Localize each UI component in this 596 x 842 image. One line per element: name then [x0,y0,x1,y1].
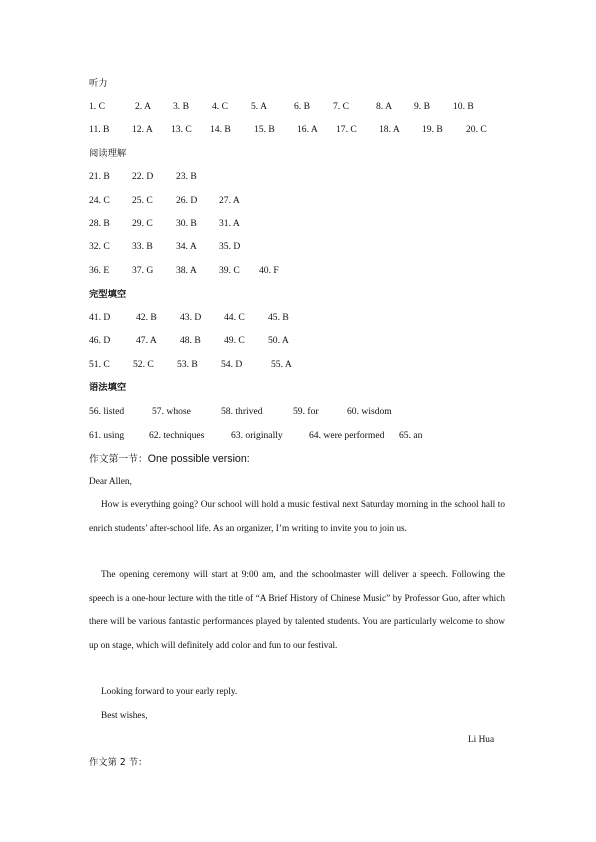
answer-item: 21. B [89,171,110,182]
answer-item: 18. A [379,124,400,135]
letter-paragraph-1: How is everything going? Our school will hold a music festival next Saturday morning in the school hall to enrich students’ after-school life. As an organizer, I’m writing to invite you to join us. [89,500,505,534]
letter-greeting: Dear Allen, [89,477,132,487]
answer-item: 4. C [212,101,228,112]
answer-item: 58. thrived [221,406,263,417]
answer-item: 2. A [135,101,151,112]
answer-item: 46. D [89,335,111,346]
answer-item: 43. D [180,312,202,323]
answer-item: 17. C [336,124,357,135]
essay-title-cn: 作文第一节： [89,454,148,465]
essay-section-title [89,453,250,466]
answer-item: 65. an [399,430,423,441]
answer-item: 64. were performed [309,430,385,441]
answer-item: 53. B [177,359,198,370]
answer-item: 29. C [132,218,153,229]
answer-item: 3. B [173,101,189,112]
answer-item: 36. E [89,265,110,276]
answer-item: 9. B [414,101,430,112]
letter-paragraph-2: The opening ceremony will start at 9:00 am, and the schoolmaster will deliver a speech. Following the speech is a one-hour lecture with the title of “A Brief History of Chinese Music” by Professor Guo, after which there will be various fantastic performances played by talented students. You are particularly welcome to show up on stage, which will definitely add color and fun to our festival. [89,570,505,651]
answer-item: 42. B [136,312,157,323]
answer-item: 15. B [254,124,275,135]
answer-item: 61. using [89,430,125,441]
answer-item: 62. techniques [149,430,205,441]
answer-item: 56. listed [89,406,125,417]
answer-item: 38. A [176,265,197,276]
answer-item: 48. B [180,335,201,346]
letter-signature: Li Hua [468,735,495,745]
essay-section-2-title: 作文第 2 节： [89,757,148,768]
answer-item: 22. D [132,171,154,182]
answer-item: 25. C [132,195,153,206]
answer-item: 44. C [224,312,245,323]
answer-item: 41. D [89,312,111,323]
answer-item: 31. A [219,218,240,229]
answer-item: 5. A [251,101,267,112]
answer-item: 45. B [268,312,289,323]
answer-item: 10. B [453,101,474,112]
answer-item: 34. A [176,241,197,252]
answer-item: 40. F [259,265,279,276]
letter-closing: Best wishes, [101,711,148,721]
answer-item: 51. C [89,359,110,370]
answer-item: 50. A [268,335,289,346]
answer-item: 49. C [224,335,245,346]
answer-item: 14. B [210,124,231,135]
answer-item: 20. C [466,124,487,135]
answer-item: 7. C [333,101,349,112]
answer-item: 27. A [219,195,240,206]
answer-item: 11. B [89,124,110,135]
essay-title-en: One possible version: [147,453,250,465]
answer-item: 6. B [294,101,310,112]
answer-item: 30. B [176,218,197,229]
answer-item: 63. originally [231,430,283,441]
answer-item: 24. C [89,195,110,206]
answer-item: 13. C [171,124,192,135]
cloze-heading: 完型填空 [89,289,127,300]
answer-item: 26. D [176,195,198,206]
reading-heading: 阅读理解 [89,148,127,159]
answer-item: 47. A [136,335,157,346]
answer-item: 60. wisdom [347,406,392,417]
answer-item: 8. A [376,101,392,112]
answer-item: 52. C [133,359,154,370]
answer-item: 35. D [219,241,241,252]
answer-item: 32. C [89,241,110,252]
answer-item: 54. D [221,359,243,370]
answer-item: 1. C [89,101,105,112]
answer-item: 39. C [219,265,240,276]
answer-item: 37. G [132,265,154,276]
answer-item: 55. A [271,359,292,370]
answer-item: 33. B [132,241,153,252]
answer-item: 19. B [422,124,443,135]
answer-item: 16. A [297,124,318,135]
answer-item: 12. A [132,124,153,135]
answer-item: 28. B [89,218,110,229]
grammar-heading: 语法填空 [89,382,127,393]
listening-heading: 听力 [89,78,108,89]
letter-paragraph-3: Looking forward to your early reply. [101,687,238,697]
answer-item: 57. whose [152,406,191,417]
answer-item: 23. B [176,171,197,182]
answer-item: 59. for [293,406,319,417]
